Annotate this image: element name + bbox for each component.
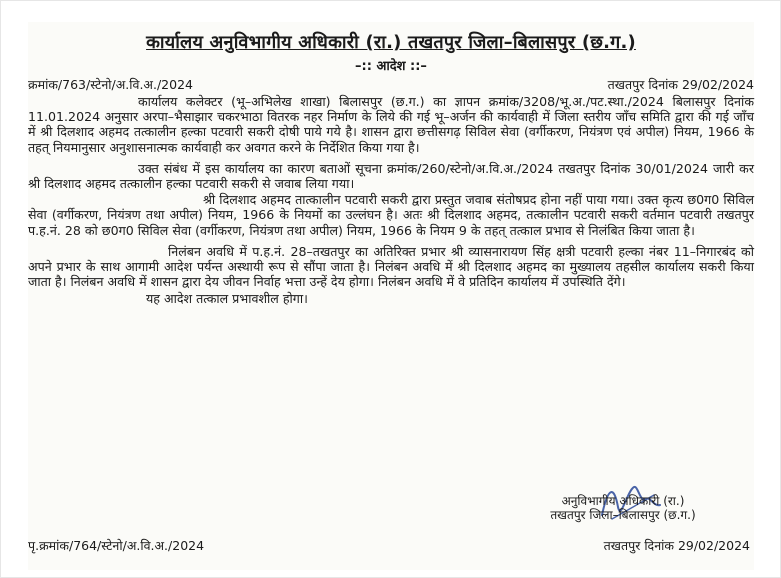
endorsement-row [28,537,754,554]
reference-date: तखतपुर दिनांक 29/02/2024 [607,77,754,92]
signatory-designation: अनुविभागीय अधिकारी (रा.) [561,494,685,508]
endorsement-number: पृ.क्रमांक/764/स्टेनो/अ.वि.अ./2024 [28,538,205,553]
reference-row [28,76,754,93]
order-heading: –:: आदेश ::– [355,59,427,74]
office-title: कार्यालय अनुविभागीय अधिकारी (रा.) तखतपुर जिला–बिलासपुर (छ.ग.) [146,32,636,53]
paragraph-4: निलंबन अवधि में प.ह.नं. 28–तखतपुर का अतिरिक्त प्रभार श्री व्यासनारायण सिंह क्षत्री पटवारी हल्का नंबर 11–निगारबंद को अपने प्रभार के साथ आगामी आदेश पर्यन्त अस्थायी रूप से सौंपा जाता है। निलंबन अवधि में श्री दिलशाद अहमद का मुख्यालय तहसील कार्यालय सकरी किया जाता है। निलंबन अवधि में शासन द्वारा देय जीवन निर्वाह भत्ता उन्हें देय होगा। निलंबन अवधि में वे प्रतिदिन कार्यालय में उपस्थिति देंगे। [28,243,754,290]
signatory-location: तखतपुर जिला–बिलासपुर (छ.ग.) [550,508,696,522]
endorsement-date: तखतपुर दिनांक 29/02/2024 [603,538,750,553]
signature-block [498,494,748,522]
closing-line: यह आदेश तत्काल प्रभावशील होगा। [146,291,308,307]
paragraph-3: श्री दिलशाद अहमद तात्कालीन पटवारी सकरी द्वारा प्रस्तुत जवाब संतोषप्रद होना नहीं पाया गया। उक्त कृत्य छ0ग0 सिविल सेवा (वर्गीकरण, नियंत्रण तथा अपील) नियम, 1966 के नियमों का उल्लंघन है। अतः श्री दिलशाद अहमद, तत्कालीन पटवारी सकरी वर्तमान पटवारी तखतपुर प.ह.नं. 28 को छ0ग0 सिविल सेवा (वर्गीकरण, नियंत्रण तथा अपील) नियम, 1966 के नियम 9 के तहत् तत्काल प्रभाव से निलंबित किया जाता है। [28,192,754,238]
paragraph-1: कार्यालय कलेक्टर (भू–अभिलेख शाखा) बिलासपुर (छ.ग.) का ज्ञापन क्रमांक/3208/भू.अ./पट.स्था./2024 बिलासपुर दिनांक 11.01.2024 अनुसार अरपा–भैसाझार चकरभाठा वितरक नहर निर्माण के लिये की गई भू–अर्जन की कार्यवाही में जिला स्तरीय जाँच समिति द्वारा की गई जाँच में श्री दिलशाद अहमद तत्कालीन हल्का पटवारी सकरी दोषी पाये गये है। शासन द्वारा छत्तीसगढ़ सिविल सेवा (वर्गीकरण, नियंत्रण एवं अपील) नियम, 1966 के तहत् नियमानुसार अनुशासनात्मक कार्यवाही कर अवगत करने के निर्देशित किया गया है। [28,94,754,155]
scanned-order-document [28,22,754,570]
paragraph-2: उक्त संबंध में इस कार्यालय का कारण बताओं सूचना क्रमांक/260/स्टेनो/अ.वि.अ./2024 तखतपुर दिनांक 30/01/2024 जारी कर श्री दिलशाद अहमद तत्कालीन हल्का पटवारी सकरी से जवाब लिया गया। [28,160,754,192]
reference-number: क्रमांक/763/स्टेनो/अ.वि.अ./2024 [28,77,193,92]
